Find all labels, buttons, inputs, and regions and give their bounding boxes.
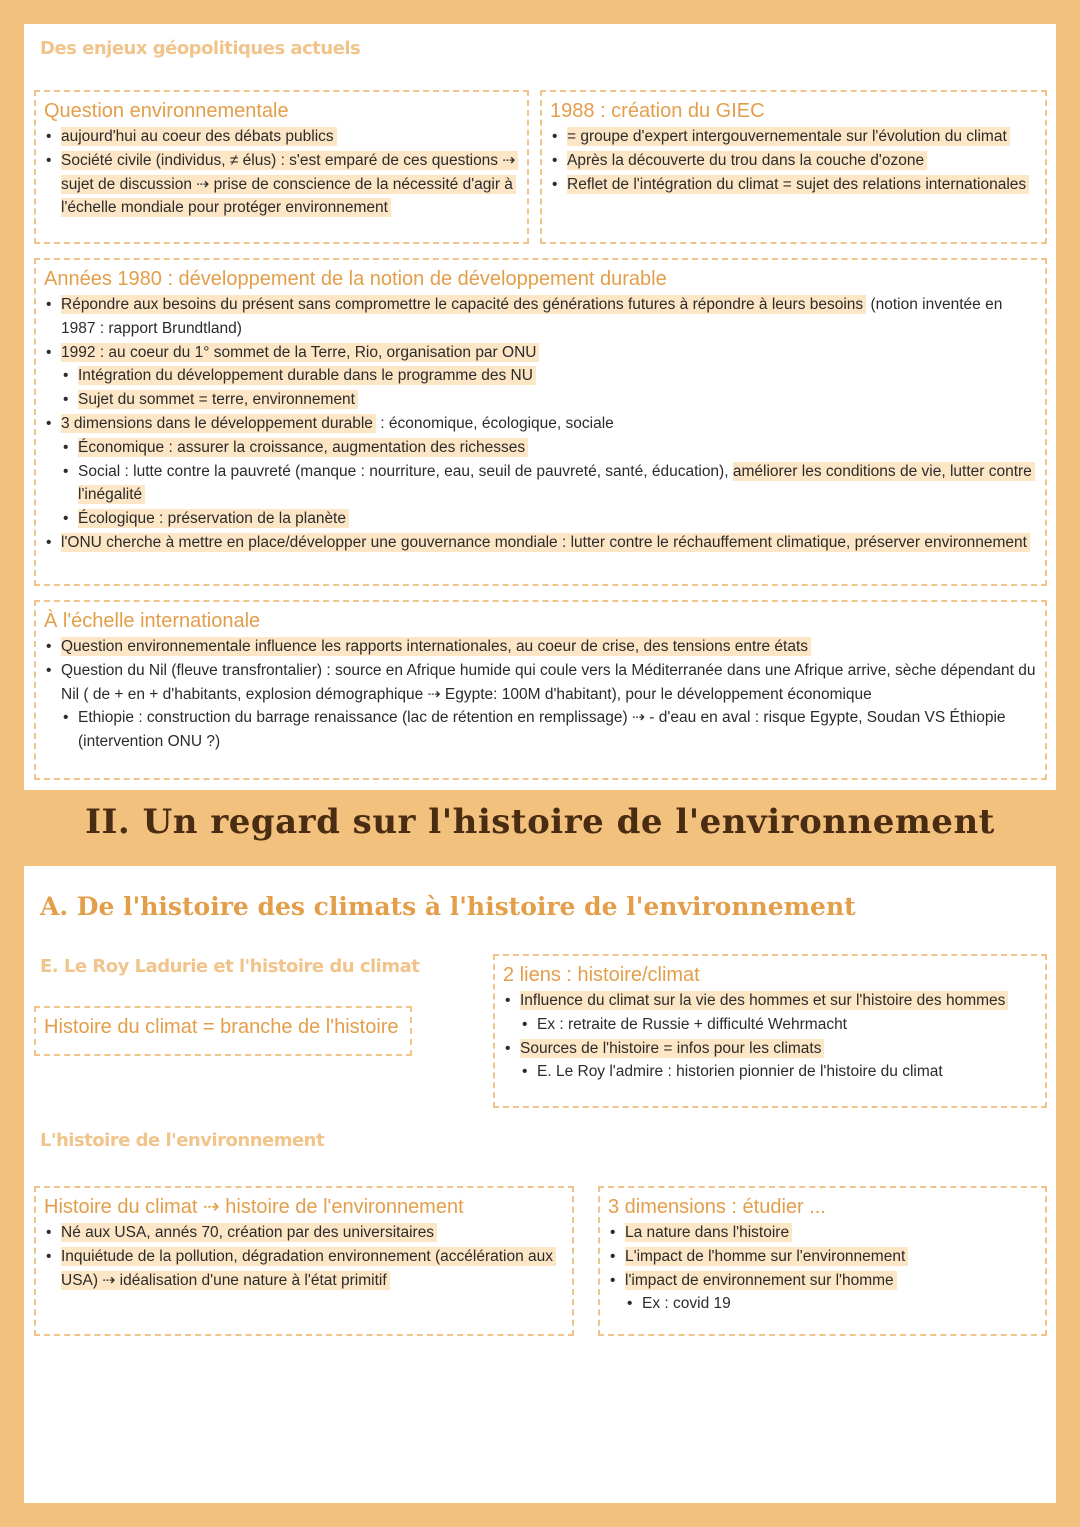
list-item: • Écologique : préservation de la planète (61, 507, 1037, 531)
list-item: • Intégration du développement durable dans le programme des NU (61, 364, 1037, 388)
list-item: • Sujet du sommet = terre, environnement (61, 388, 1037, 412)
list-item: • Ethiopie : construction du barrage renaissance (lac de rétention en remplissage) ⇢ - d'eau en aval : risque Egypte, Soudan VS Éthiopie (intervention ONU ?) (61, 706, 1037, 754)
list-item: • aujourd'hui au coeur des débats publics (44, 125, 519, 149)
list-item: • Question du Nil (fleuve transfrontalier) : source en Afrique humide qui coule vers la Méditerranée dans une Afrique arrive, sèche dépendant du Nil ( de + en + d'habitants, explosion démographique ⇢ Egypte: 100M d'habitant), pour le développement économique (44, 659, 1037, 707)
three-dimensions-title: 3 dimensions : étudier ... (608, 1196, 826, 1218)
env-question-title: Question environnementale (44, 100, 289, 122)
giec-title: 1988 : création du GIEC (550, 100, 765, 122)
env-history-heading: L'histoire de l'environnement (40, 1130, 325, 1151)
list-item: • La nature dans l'histoire (608, 1221, 1037, 1245)
climate-branch-box (34, 1006, 412, 1056)
sustainable-dev-title: Années 1980 : développement de la notion de développement durable (44, 268, 667, 290)
list-item: • Reflet de l'intégration du climat = sujet des relations internationales (550, 173, 1037, 197)
list-item: • l'ONU cherche à mettre en place/développer une gouvernance mondiale : lutter contre le réchauffement climatique, préserver environnement (44, 531, 1037, 555)
international-box (34, 600, 1047, 780)
geopolitics-heading: Des enjeux géopolitiques actuels (40, 38, 361, 59)
climate-branch-text: Histoire du climat = branche de l'histoire (44, 1016, 399, 1038)
list-item: • Question environnementale influence les rapports internationales, au coeur de crise, des tensions entre états (44, 635, 1037, 659)
list-item: • E. Le Roy l'admire : historien pionnier de l'histoire du climat (520, 1060, 1037, 1084)
climate-to-env-title: Histoire du climat ⇢ histoire de l'environnement (44, 1196, 464, 1218)
subsection-title: A. De l'histoire des climats à l'histoire de l'environnement (40, 892, 856, 921)
giec-box (540, 90, 1047, 244)
list-item: • Répondre aux besoins du présent sans compromettre le capacité des générations futures à répondre à leurs besoins (notion inventée en 1987 : rapport Brundtland) (44, 293, 1037, 341)
list-item: • = groupe d'expert intergouvernementale sur l'évolution du climat (550, 125, 1037, 149)
env-question-box (34, 90, 529, 244)
list-item: • Influence du climat sur la vie des hommes et sur l'histoire des hommes (503, 989, 1037, 1013)
list-item: • Après la découverte du trou dans la couche d'ozone (550, 149, 1037, 173)
list-item: • Sources de l'histoire = infos pour les climats (503, 1037, 1037, 1061)
list-item: • Né aux USA, annés 70, création par des universitaires (44, 1221, 564, 1245)
international-title: À l'échelle internationale (44, 610, 261, 632)
list-item: • l'impact de environnement sur l'homme (608, 1269, 1037, 1293)
list-item: • Économique : assurer la croissance, augmentation des richesses (61, 436, 1037, 460)
list-item: • 1992 : au coeur du 1° sommet de la Terre, Rio, organisation par ONU (44, 341, 1037, 365)
links-box (493, 954, 1047, 1108)
list-item: • L'impact de l'homme sur l'environnement (608, 1245, 1037, 1269)
sustainable-dev-box (34, 258, 1047, 586)
list-item: • Social : lutte contre la pauvreté (manque : nourriture, eau, seuil de pauvreté, santé, éducation), améliorer les conditions de vie, lutter contre l'inégalité (61, 460, 1037, 508)
three-dimensions-box (598, 1186, 1047, 1336)
list-item: • Société civile (individus, ≠ élus) : s'est emparé de ces questions ⇢ sujet de discussion ⇢ prise de conscience de la nécessité d'agir à l'échelle mondiale pour protéger environnement (44, 149, 519, 220)
climate-to-env-box (34, 1186, 574, 1336)
links-title: 2 liens : histoire/climat (503, 964, 700, 986)
list-item: • 3 dimensions dans le développement durable : économique, écologique, sociale (44, 412, 1037, 436)
section-title: II. Un regard sur l'histoire de l'environnement (85, 802, 995, 842)
bottom-panel (24, 866, 1056, 1503)
leroy-heading: E. Le Roy Ladurie et l'histoire du climat (40, 956, 420, 977)
list-item: • Inquiétude de la pollution, dégradation environnement (accélération aux USA) ⇢ idéalisation d'une nature à l'état primitif (44, 1245, 564, 1293)
list-item: • Ex : retraite de Russie + difficulté Wehrmacht (520, 1013, 1037, 1037)
list-item: • Ex : covid 19 (625, 1292, 1037, 1316)
top-panel (24, 24, 1056, 790)
